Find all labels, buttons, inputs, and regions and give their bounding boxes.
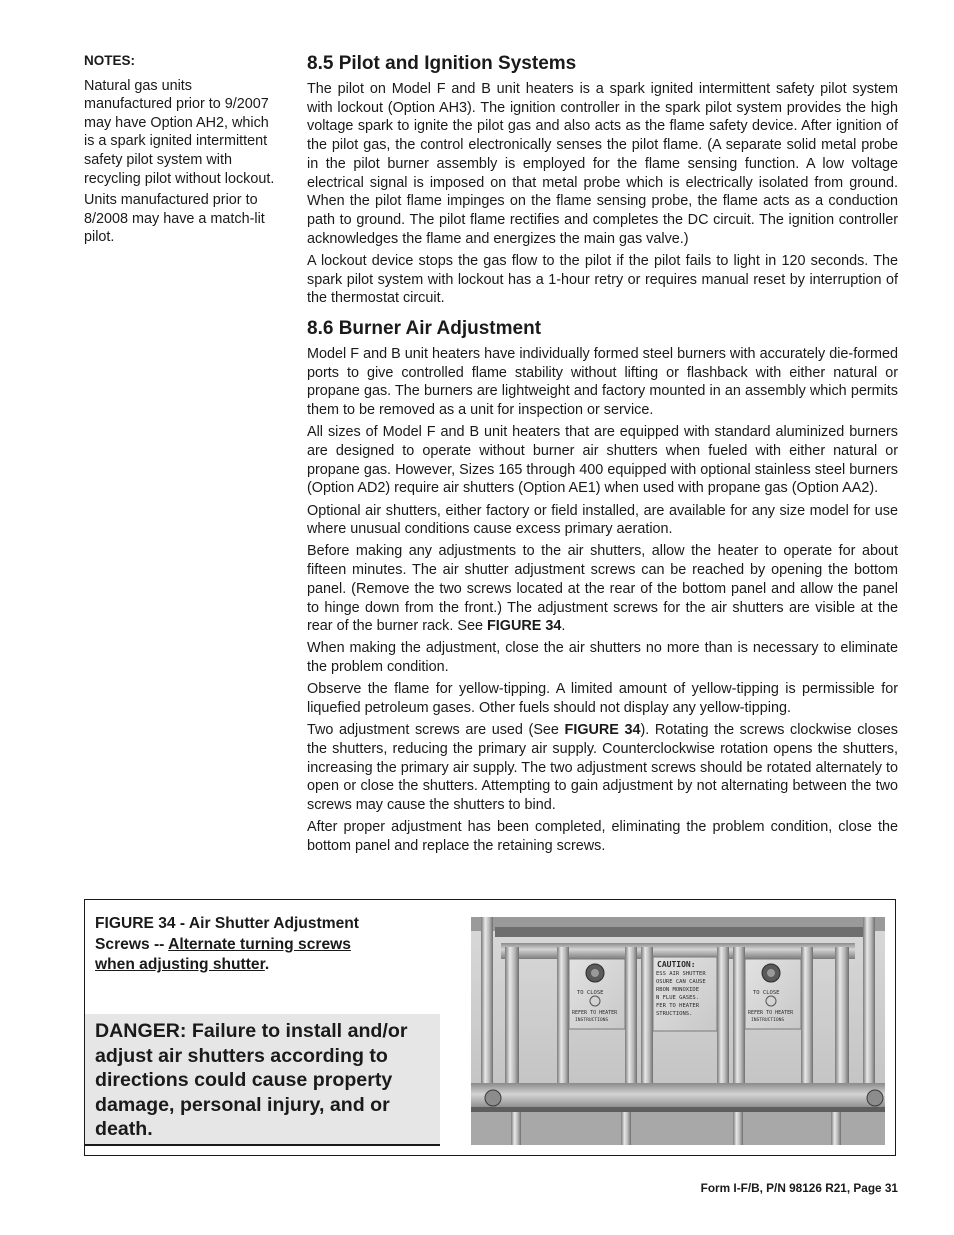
notes-title: NOTES: xyxy=(84,53,136,68)
page-footer: Form I-F/B, P/N 98126 R21, Page 31 xyxy=(700,1181,898,1195)
photo-label: OSURE CAN CAUSE xyxy=(656,979,706,985)
body-paragraph xyxy=(307,542,898,636)
notes-sidebar xyxy=(84,52,276,250)
text-run: Two adjustment screws are used (See xyxy=(307,722,565,739)
photo-label: REFER TO HEATER xyxy=(748,1010,794,1016)
figure-reference: FIGURE 34 xyxy=(564,722,641,739)
caption-underlined: Alternate turning screws when adjusting shutter xyxy=(95,935,351,973)
photo-label: TO CLOSE xyxy=(753,990,780,996)
body-paragraph: The pilot on Model F and B unit heaters is a spark ignited intermittent safety pilot system with lockout (Option AH3). The ignition controller in the spark pilot system provides the high voltage spark to ignite the pilot gas and also acts as the flame safety device. After ignition of the pilot gas, the control electronically senses the pilot flame. (A separate solid metal probe in the pilot burner assembly is employed for the flame sensing function. A low voltage electrical signal is imposed on that metal probe which is electrically isolated from ground. When the pilot flame impinges on the flame sensing probe, the flame acts as a conduction path to ground. The pilot flame rectifies and completes the DC circuit. The ignition controller acknowledges the flame and energizes the main gas valve.) xyxy=(307,81,898,247)
photo-label: CAUTION: xyxy=(657,960,696,969)
body-paragraph xyxy=(307,721,898,815)
body-paragraph: Model F and B unit heaters have individually formed steel burners with accurately die-formed ports to give controlled flame stability without lifting or flashback with either natural or propane gas. The burners are lightweight and factory mounted in an assembly which permits them to be removed as a unit for inspection or service. xyxy=(307,345,898,419)
body-paragraph: All sizes of Model F and B unit heaters that are equipped with standard aluminized burners are designed to operate without burner air shutters when fueled with either natural or propane gas. However, Sizes 165 through 400 equipped with optional stainless steel burners (Option AD2) require air shutters (Option AE1) when used with propane gas (Option AA2). xyxy=(307,424,898,497)
note-paragraph: Natural gas units manufactured prior to 9/2007 may have Option AH2, which is a spark ignited intermittent safety pilot system with recycling pilot without lockout. xyxy=(84,77,275,187)
section-heading-burner-air: 8.6 Burner Air Adjustment xyxy=(307,317,542,339)
photo-label: RBON MONOXIDE xyxy=(656,987,700,993)
photo-label: ESS AIR SHUTTER xyxy=(656,971,706,977)
photo-label: REFER TO HEATER xyxy=(572,1010,618,1016)
body-paragraph: After proper adjustment has been completed, eliminating the problem condition, close the bottom panel and replace the retaining screws. xyxy=(307,819,898,855)
body-paragraph: When making the adjustment, close the air shutters no more than is necessary to eliminate the problem condition. xyxy=(307,640,898,676)
caption-end: . xyxy=(264,956,270,973)
body-paragraph: Optional air shutters, either factory or field installed, are available for any size model for use where unusual conditions cause excess primary aeration. xyxy=(307,502,898,538)
figure-34-box xyxy=(84,899,896,1156)
body-paragraph: Observe the flame for yellow-tipping. A limited amount of yellow-tipping is permissible for liquefied petroleum gases. Other fuels should not display any yellow-tipping. xyxy=(307,681,898,717)
danger-warning: DANGER: Failure to install and/or adjust air shutters according to directions could cause property damage, personal injury, and or death. xyxy=(85,1014,440,1146)
figure-reference: FIGURE 34 xyxy=(486,618,562,635)
photo-label: TO CLOSE xyxy=(577,990,604,996)
caption-prefix: FIGURE 34 - Air Shutter Adjustment Screws -- xyxy=(95,915,359,953)
main-column xyxy=(307,52,898,859)
photo-label: INSTRUCTIONS xyxy=(751,1018,785,1023)
text-run: ). Rotating the screws clockwise closes the shutters, reducing the primary air supply. Counterclockwise rotation opens the shutters, increasing the primary air supply. The two adjustment screws should be rotated alternately to open or close the shutters. Attempting to gain adjustment by not alternating between the two screws may cause the shutters to bind. xyxy=(307,722,898,814)
text-run: . xyxy=(561,618,566,635)
note-paragraph: Units manufactured prior to 8/2008 may have a match-lit pilot. xyxy=(84,192,265,246)
photo-label: FER TO HEATER xyxy=(656,1003,700,1009)
photo-label: INSTRUCTIONS xyxy=(575,1018,609,1023)
burner-rack-photo xyxy=(471,917,885,1145)
text-run: Before making any adjustments to the air shutters, allow the heater to operate for about fifteen minutes. The air shutter adjustment screws can be reached by opening the bottom panel. (Remove the two screws located at the rear of the bottom panel and allow the panel to hinge down from the front.) The adjustment screws for the air shutters are visible at the rear of the burner rack. See xyxy=(307,543,898,635)
photo-label: STRUCTIONS. xyxy=(656,1011,693,1017)
body-paragraph: A lockout device stops the gas flow to the pilot if the pilot fails to light in 120 seconds. The spark pilot system with lockout has a 1-hour retry or requires manual reset by interruption of the thermostat circuit. xyxy=(307,252,898,307)
figure-caption xyxy=(95,914,365,976)
photo-label: N FLUE GASES. xyxy=(656,995,700,1001)
section-heading-pilot-ignition: 8.5 Pilot and Ignition Systems xyxy=(307,53,577,74)
